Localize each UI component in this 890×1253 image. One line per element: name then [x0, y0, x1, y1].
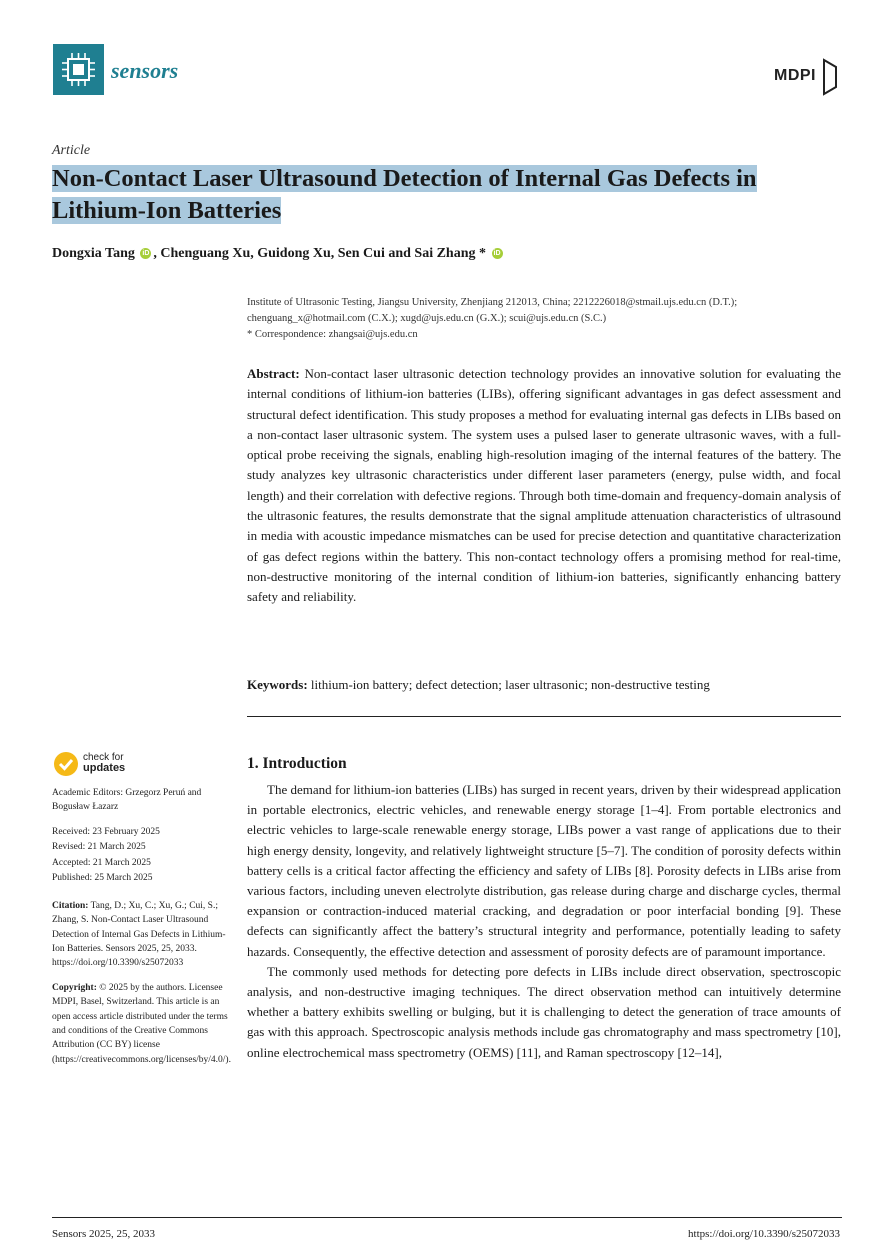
check-updates-icon [54, 752, 78, 776]
copyright [52, 981, 232, 1067]
journal-name: sensors [111, 58, 179, 83]
section-divider [247, 716, 841, 717]
body-text [247, 780, 841, 1063]
footer-divider [52, 1217, 842, 1218]
affiliations [247, 295, 847, 343]
abstract-label: Abstract: [247, 366, 300, 381]
date-revised: Revised: 21 March 2025 [52, 842, 146, 853]
citation-text: Tang, D.; Xu, C.; Xu, G.; Cui, S.; Zhang, S. Non-Contact Laser Ultrasound Detection of Internal Gas Defects in Lithium-Ion Batteries. Sensors 2025, 25, 2033. https://doi.org/10.3390/s25072033 [52, 900, 226, 969]
author-rest: , Chenguang Xu, Guidong Xu, Sen Cui and Sai Zhang * [153, 246, 487, 261]
paragraph: The commonly used methods for detecting pore defects in LIBs include direct observation, spectroscopic analysis, and non-destructive imaging techniques. The direct observation method can intuitively determine whether a battery exhibits swelling or bulging, but it is challenging to detect the generation of trace amounts of gas with this approach. Spectroscopic analysis methods include gas chromatography and mass spectrometry [10], online electrochemical mass spectrometry (OEMS) [11], and Raman spectroscopy [12–14], [247, 963, 841, 1060]
article-sidebar [52, 786, 232, 1077]
publisher-name: MDPI [774, 67, 816, 84]
citation-label: Citation: [52, 900, 89, 911]
check-updates-label: check for updates [83, 752, 126, 774]
keywords [247, 677, 847, 693]
academic-editors: Academic Editors: Grzegorz Peruń and Bogusław Łazarz [52, 788, 202, 813]
footer-journal-ref: Sensors 2025, 25, 2033 [52, 1228, 155, 1240]
paragraph: The demand for lithium-ion batteries (LIBs) has surged in recent years, driven by their widespread application in portable electronics, electric vehicles, and renewable energy storage [1–4]. From portable electronics and electric vehicles to large-scale renewable energy storage, LIBs power a vast range of applications due to their high energy density, longevity, and relatively lightweight structure [5–7]. The condition of porosity defects within battery cells is a critical factor affecting the efficiency and safety of LIBs [8]. Porosity defects in LIBs arise from various factors, including uneven electrolyte distribution, gas release during charge and discharge cycles, thermal expansion or contraction-induced material cracking, and degradation or poor interfacial bonding [9]. These defects can significantly affect the battery’s structural integrity and performance, potentially leading to safety hazards. Consequently, the effective detection and assessment of porosity defects are of paramount importance. [247, 782, 841, 959]
keywords-label: Keywords: [247, 677, 308, 692]
footer-doi-link[interactable]: https://doi.org/10.3390/s25072033 [688, 1228, 840, 1240]
correspondence-line: * Correspondence: zhangsai@ujs.edu.cn [247, 329, 418, 340]
author-list [52, 246, 505, 262]
copyright-text: © 2025 by the authors. Licensee MDPI, Basel, Switzerland. This article is an open access article distributed under the terms and conditions of the Creative Commons Attribution (CC BY) license (https://creativecommons.org/licenses/by/4.0/). [52, 982, 231, 1065]
section-heading: 1. Introduction [247, 755, 347, 772]
date-received: Received: 23 February 2025 [52, 826, 160, 837]
date-accepted: Accepted: 21 March 2025 [52, 857, 151, 868]
orcid-icon[interactable]: iD [493, 250, 501, 258]
chip-icon [53, 44, 104, 95]
article-type: Article [52, 143, 91, 158]
abstract [247, 364, 841, 608]
affiliation-line: Institute of Ultrasonic Testing, Jiangsu University, Zhenjiang 212013, China; 2212226018@stmail.ujs.edu.cn (D.T.); chenguang_x@hotmail.com (C.X.); xugd@ujs.edu.cn (G.X.); scui@ujs.edu.cn (S.C.) [247, 297, 738, 324]
citation [52, 899, 232, 971]
orcid-icon[interactable]: iD [142, 250, 150, 258]
copyright-label: Copyright: [52, 982, 97, 993]
title-text: Non-Contact Laser Ultrasound Detection of Internal Gas Defects in Lithium-Ion Batteries [52, 165, 757, 224]
author-first: Dongxia Tang [52, 246, 135, 261]
date-published: Published: 25 March 2025 [52, 873, 153, 884]
keywords-text: lithium-ion battery; defect detection; laser ultrasonic; non-destructive testing [310, 677, 710, 692]
journal-logo [53, 44, 104, 95]
article-title[interactable] [52, 163, 842, 227]
abstract-text: Non-contact laser ultrasonic detection technology provides an innovative solution for evaluating the internal conditions of lithium-ion batteries (LIBs), offering significant advantages in gas defect assessment and structural defect identification. This study proposes a method for evaluating internal gas defects in LIBs based on a non-contact laser ultrasonic system. The system uses a pulsed laser to generate ultrasonic waves, with a full-optical probe receiving the signals, enabling high-resolution imaging of the internal features of the battery. The study analyzes key ultrasonic characteristics under different laser parameters (energy, pulse width, and focal length) and their correlation with defective regions. Through both time-domain and frequency-domain analysis of the ultrasonic features, the results demonstrate that the signal amplitude attenuation characteristics of ultrasound in media with acoustic impedance mismatches can be used for precise detection and quantitative characterization of gas defect regions within the battery. This non-contact technology offers a promising method for real-time, non-destructive monitoring of the internal condition of lithium-ion batteries, significantly enhancing battery safety and reliability. [247, 366, 841, 605]
